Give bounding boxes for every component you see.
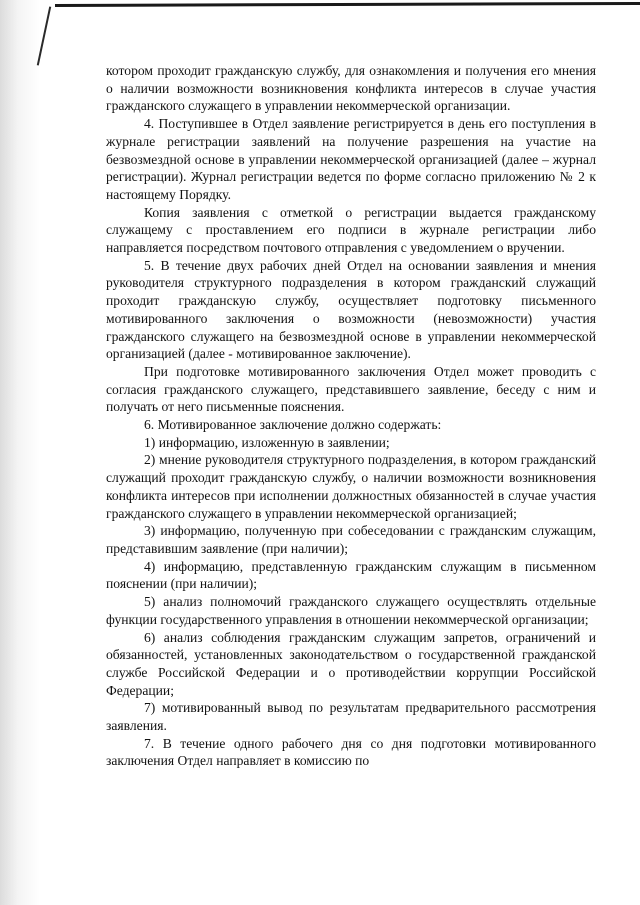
list-item-6: 6) анализ соблюдения гражданским служащим запретов, ограничений и обязанностей, установленных законодательством о государственной гражданской службе Российской Федерации и о противодействии коррупции Российской Федерации; — [106, 629, 596, 698]
paragraph-clause-5: 5. В течение двух рабочих дней Отдел на основании заявления и мнения руководителя структурного подразделения в котором гражданский служащий проходит гражданскую службу, осуществляет подготовку письменного мотивированного заключения о возможности (невозможности) участия гражданского служащего на безвозмездной основе в управлении некоммерческой организацией (далее - мотивированное заключение). — [106, 257, 596, 362]
list-item-2: 2) мнение руководителя структурного подразделения, в котором гражданский служащий проходит гражданскую службу, о наличии возможности возникновения конфликта интересов при исполнении должностных обязанностей в случае участия гражданского служащего в управлении некоммерческой организацией; — [106, 452, 596, 521]
paragraph-continuation: котором проходит гражданскую службу, для ознакомления и получения его мнения о наличии возможности возникновения конфликта интересов в случае участия гражданского служащего в управлении некоммерческой организации. — [106, 63, 596, 114]
list-item-3: 3) информацию, полученную при собеседовании с гражданским служащим, представившим заявление (при наличии); — [106, 523, 596, 556]
scan-shadow-edge — [0, 0, 60, 905]
paragraph-interview: При подготовке мотивированного заключения Отдел может проводить с согласия гражданского служащего, представившего заявление, беседу с ним и получать от него письменные пояснения. — [106, 363, 596, 415]
list-item-7: 7) мотивированный вывод по результатам предварительного рассмотрения заявления. — [106, 700, 596, 734]
document-page — [106, 62, 596, 770]
scan-top-border — [55, 2, 640, 7]
list-item-4: 4) информацию, представленную гражданским служащим в письменном пояснении (при наличии); — [106, 558, 596, 592]
list-item-1: 1) информацию, изложенную в заявлении; — [144, 434, 390, 450]
paragraph-clause-6: 6. Мотивированное заключение должно содержать: — [144, 417, 442, 433]
paragraph-copy-of-application: Копия заявления с отметкой о регистрации выдается гражданскому служащему с проставлением его подписи в журнале регистрации либо направляется посредством почтового отправления с уведомлением о вручении. — [106, 204, 596, 256]
list-item-5: 5) анализ полномочий гражданского служащего осуществлять отдельные функции государственного управления в отношении некоммерческой организации; — [106, 594, 596, 627]
paragraph-clause-7: 7. В течение одного рабочего дня со дня подготовки мотивированного заключения Отдел направляет в комиссию по — [106, 735, 596, 769]
paragraph-clause-4: 4. Поступившее в Отдел заявление регистрируется в день его поступления в журнале регистрации заявлений на получение разрешения на участие на безвозмездной основе в управлении некоммерческой организацией (далее – журнал регистрации). Журнал регистрации ведется по форме согласно приложению № 2 к настоящему Порядку. — [106, 116, 596, 202]
